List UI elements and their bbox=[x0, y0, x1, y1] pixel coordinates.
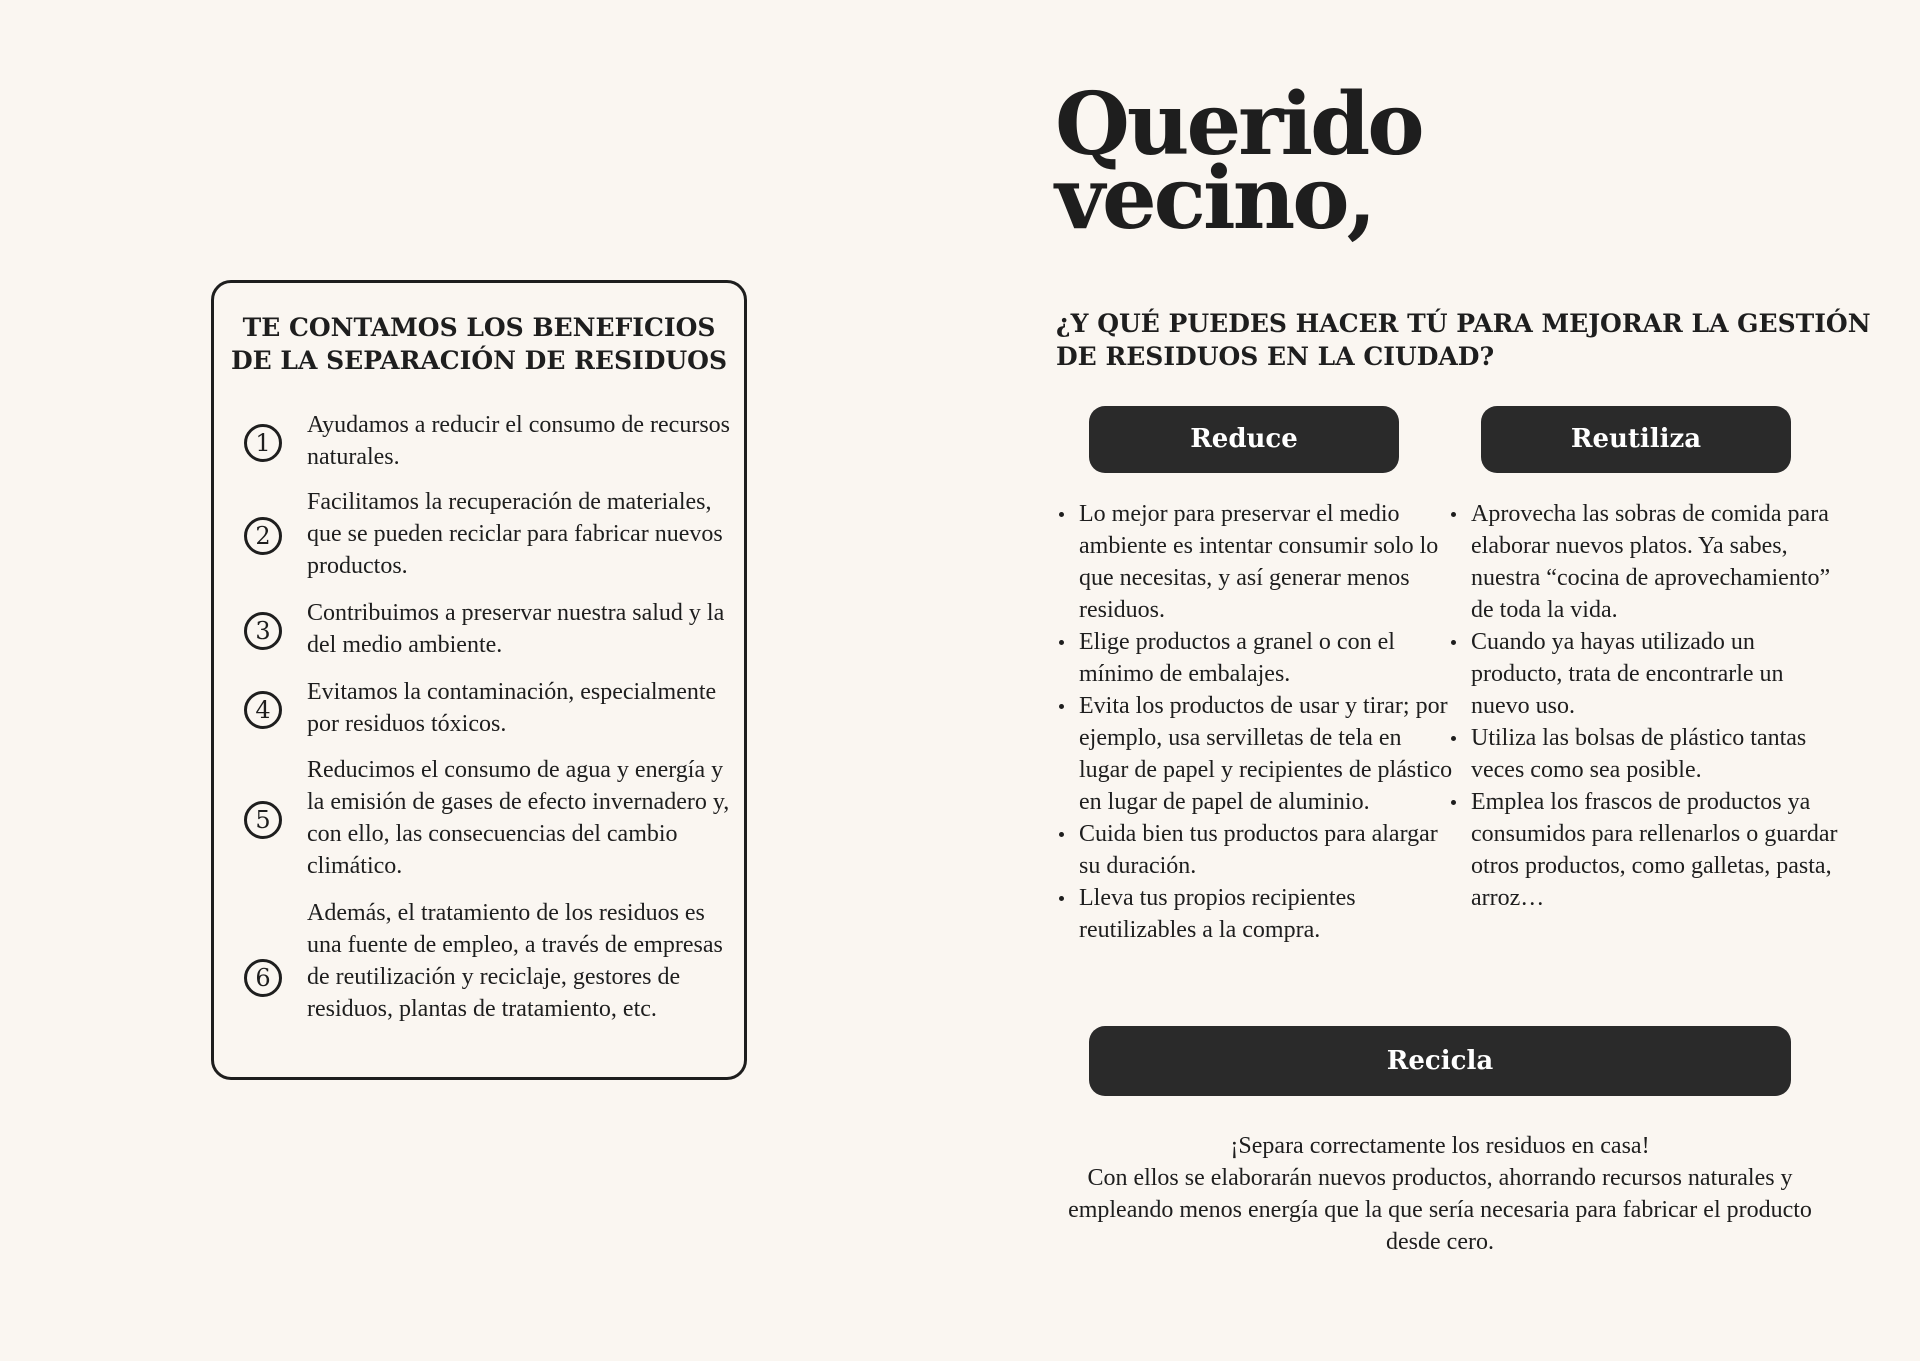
number-5-icon: 5 bbox=[244, 801, 282, 839]
benefit-text-4: Evitamos la contaminación, especialmente por residuos tóxicos. bbox=[307, 679, 717, 737]
benefit-text-3: Contribuimos a preservar nuestra salud y la del medio ambiente. bbox=[307, 600, 725, 658]
benefit-text-5: Reducimos el consumo de agua y energía y la emisión de gases de efecto invernadero y, con ello, las consecuencias del cambio climático. bbox=[307, 757, 730, 879]
page-title-line-1: Querido bbox=[1055, 74, 1422, 175]
number-3-icon: 3 bbox=[244, 612, 282, 650]
reduce-button[interactable]: Reduce bbox=[1089, 406, 1399, 473]
benefit-text-1: Ayudamos a reducir el consumo de recursos naturales. bbox=[307, 412, 730, 470]
page-title-line-2: vecino, bbox=[1055, 148, 1374, 249]
number-4-icon: 4 bbox=[244, 691, 282, 729]
page-title bbox=[1055, 74, 1755, 249]
recicla-line-1: ¡Separa correctamente los residuos en casa! bbox=[1230, 1133, 1650, 1159]
reutiliza-tips-list bbox=[1448, 498, 1848, 914]
reduce-tips-list bbox=[1056, 498, 1456, 946]
reduce-tip-5: Lleva tus propios recipientes reutilizables a la compra. bbox=[1056, 882, 1456, 946]
number-1-icon: 1 bbox=[244, 424, 282, 462]
reduce-tip-3: Evita los productos de usar y tirar; por ejemplo, usa servilletas de tela en lugar de papel y recipientes de plástico en lugar de papel de aluminio. bbox=[1056, 690, 1456, 818]
reduce-tip-4: Cuida bien tus productos para alargar su duración. bbox=[1056, 818, 1456, 882]
reduce-tip-1: Lo mejor para preservar el medio ambiente es intentar consumir solo lo que necesitas, y así generar menos residuos. bbox=[1056, 498, 1456, 626]
benefits-panel bbox=[211, 280, 747, 1080]
number-6-icon: 6 bbox=[244, 959, 282, 997]
reutiliza-tip-1: Aprovecha las sobras de comida para elaborar nuevos platos. Ya sabes, nuestra “cocina de aprovechamiento” de toda la vida. bbox=[1448, 498, 1848, 626]
benefits-title-line-1: TE CONTAMOS LOS BENEFICIOS bbox=[242, 313, 716, 342]
benefits-title bbox=[214, 311, 744, 377]
question-heading: ¿Y QUÉ PUEDES HACER TÚ PARA MEJORAR LA GESTIÓN DE RESIDUOS EN LA CIUDAD? bbox=[1056, 309, 1871, 371]
reutiliza-tip-3: Utiliza las bolsas de plástico tantas veces como sea posible. bbox=[1448, 722, 1848, 786]
reduce-tip-2: Elige productos a granel o con el mínimo de embalajes. bbox=[1056, 626, 1456, 690]
benefits-title-line-2: DE LA SEPARACIÓN DE RESIDUOS bbox=[230, 346, 728, 375]
number-2-icon: 2 bbox=[244, 517, 282, 555]
recicla-description bbox=[1040, 1130, 1840, 1258]
benefit-text-2: Facilitamos la recuperación de materiales, que se pueden reciclar para fabricar nuevos productos. bbox=[307, 489, 723, 579]
reutiliza-tip-2: Cuando ya hayas utilizado un producto, trata de encontrarle un nuevo uso. bbox=[1448, 626, 1848, 722]
recicla-button[interactable]: Recicla bbox=[1089, 1026, 1791, 1096]
reutiliza-button[interactable]: Reutiliza bbox=[1481, 406, 1791, 473]
recicla-line-2: Con ellos se elaborarán nuevos productos, ahorrando recursos naturales y empleando menos energía que la que sería necesaria para fabricar el producto desde cero. bbox=[1068, 1165, 1812, 1255]
benefit-text-6: Además, el tratamiento de los residuos es una fuente de empleo, a través de empresas de reutilización y reciclaje, gestores de residuos, plantas de tratamiento, etc. bbox=[307, 900, 723, 1022]
reutiliza-tip-4: Emplea los frascos de productos ya consumidos para rellenarlos o guardar otros productos, como galletas, pasta, arroz… bbox=[1448, 786, 1848, 914]
